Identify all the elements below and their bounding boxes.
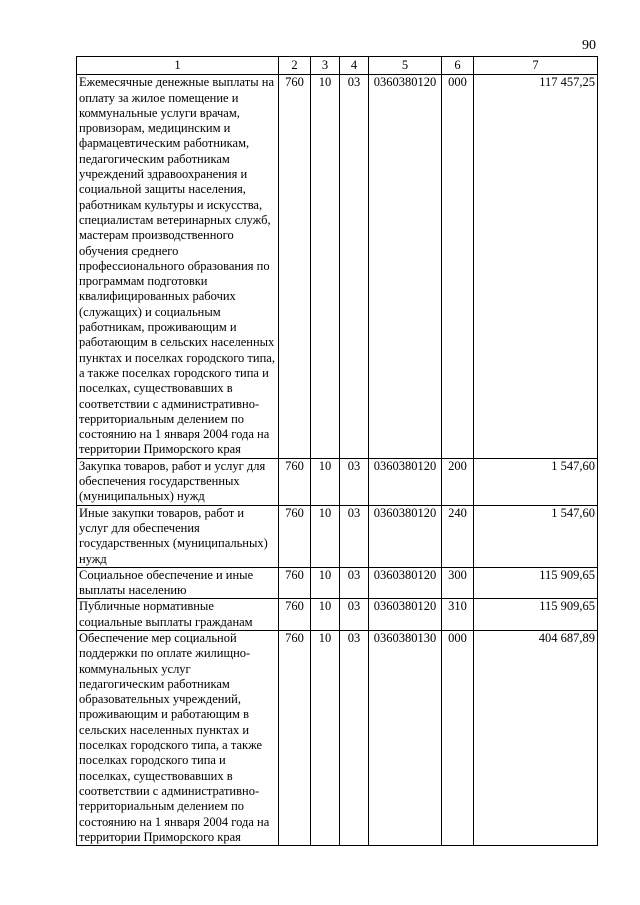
row-name: Обеспечение мер социальной поддержки по оплате жилищно-коммунальных услуг педагогическим работникам образовательных учреждений, проживающим и работающим в сельских населенных пунктах и поселках городского типа, а также поселках городского типа и поселках, существовавших в соответствии с административно-территориальным делением по состоянию на 1 января 2004 года на территории Приморского края	[77, 630, 279, 845]
row-code-subsection: 03	[340, 630, 369, 845]
row-code-section: 10	[311, 505, 340, 567]
row-code-expense-type: 000	[442, 630, 474, 845]
row-name: Социальное обеспечение и иные выплаты населению	[77, 567, 279, 599]
row-code-expense-type: 200	[442, 458, 474, 505]
row-name: Публичные нормативные социальные выплаты гражданам	[77, 599, 279, 631]
row-code-ministry: 760	[279, 630, 311, 845]
header-row	[77, 57, 598, 75]
row-code-section: 10	[311, 630, 340, 845]
page-number: 90	[582, 38, 596, 53]
row-code-ministry: 760	[279, 567, 311, 599]
row-code-target: 0360380120	[369, 458, 442, 505]
row-code-target: 0360380120	[369, 599, 442, 631]
row-amount: 117 457,25	[474, 75, 598, 458]
row-code-section: 10	[311, 458, 340, 505]
header-cell-7: 7	[474, 57, 598, 75]
header-cell-1: 1	[77, 57, 279, 75]
row-code-expense-type: 300	[442, 567, 474, 599]
row-code-expense-type: 000	[442, 75, 474, 458]
row-code-subsection: 03	[340, 505, 369, 567]
row-amount: 1 547,60	[474, 505, 598, 567]
row-code-ministry: 760	[279, 505, 311, 567]
row-code-target: 0360380130	[369, 630, 442, 845]
header-cell-6: 6	[442, 57, 474, 75]
table-row	[77, 599, 598, 631]
row-code-expense-type: 310	[442, 599, 474, 631]
row-code-subsection: 03	[340, 599, 369, 631]
header-cell-4: 4	[340, 57, 369, 75]
table-row	[77, 505, 598, 567]
table-row	[77, 567, 598, 599]
row-code-expense-type: 240	[442, 505, 474, 567]
row-name: Закупка товаров, работ и услуг для обеспечения государственных (муниципальных) нужд	[77, 458, 279, 505]
row-code-ministry: 760	[279, 75, 311, 458]
header-cell-2: 2	[279, 57, 311, 75]
row-code-subsection: 03	[340, 567, 369, 599]
table-row	[77, 458, 598, 505]
table-row	[77, 75, 598, 458]
row-amount: 115 909,65	[474, 567, 598, 599]
row-code-subsection: 03	[340, 458, 369, 505]
row-code-subsection: 03	[340, 75, 369, 458]
row-code-section: 10	[311, 75, 340, 458]
row-code-ministry: 760	[279, 599, 311, 631]
row-code-target: 0360380120	[369, 505, 442, 567]
row-amount: 1 547,60	[474, 458, 598, 505]
row-amount: 404 687,89	[474, 630, 598, 845]
row-amount: 115 909,65	[474, 599, 598, 631]
row-code-target: 0360380120	[369, 567, 442, 599]
header-cell-5: 5	[369, 57, 442, 75]
table-row	[77, 630, 598, 845]
row-code-target: 0360380120	[369, 75, 442, 458]
row-name: Ежемесячные денежные выплаты на оплату за жилое помещение и коммунальные услуги врачам, провизорам, медицинским и фармацевтическим работникам, педагогическим работникам учреждений здравоохранения и социальной защиты населения, работникам культуры и искусства, специалистам ветеринарных служб, мастерам производственного обучения среднего профессионального образования по программам подготовки квалифицированных рабочих (служащих) и социальным работникам, проживающим и работающим в сельских населенных пунктах и поселках городского типа, а также поселках городского типа и поселках, существовавших в соответствии с административно-территориальным делением по состоянию на 1 января 2004 года на территории Приморского края	[77, 75, 279, 458]
row-code-section: 10	[311, 599, 340, 631]
row-name: Иные закупки товаров, работ и услуг для обеспечения государственных (муниципальных) нужд	[77, 505, 279, 567]
row-code-section: 10	[311, 567, 340, 599]
header-cell-3: 3	[311, 57, 340, 75]
row-code-ministry: 760	[279, 458, 311, 505]
budget-table	[76, 56, 598, 846]
